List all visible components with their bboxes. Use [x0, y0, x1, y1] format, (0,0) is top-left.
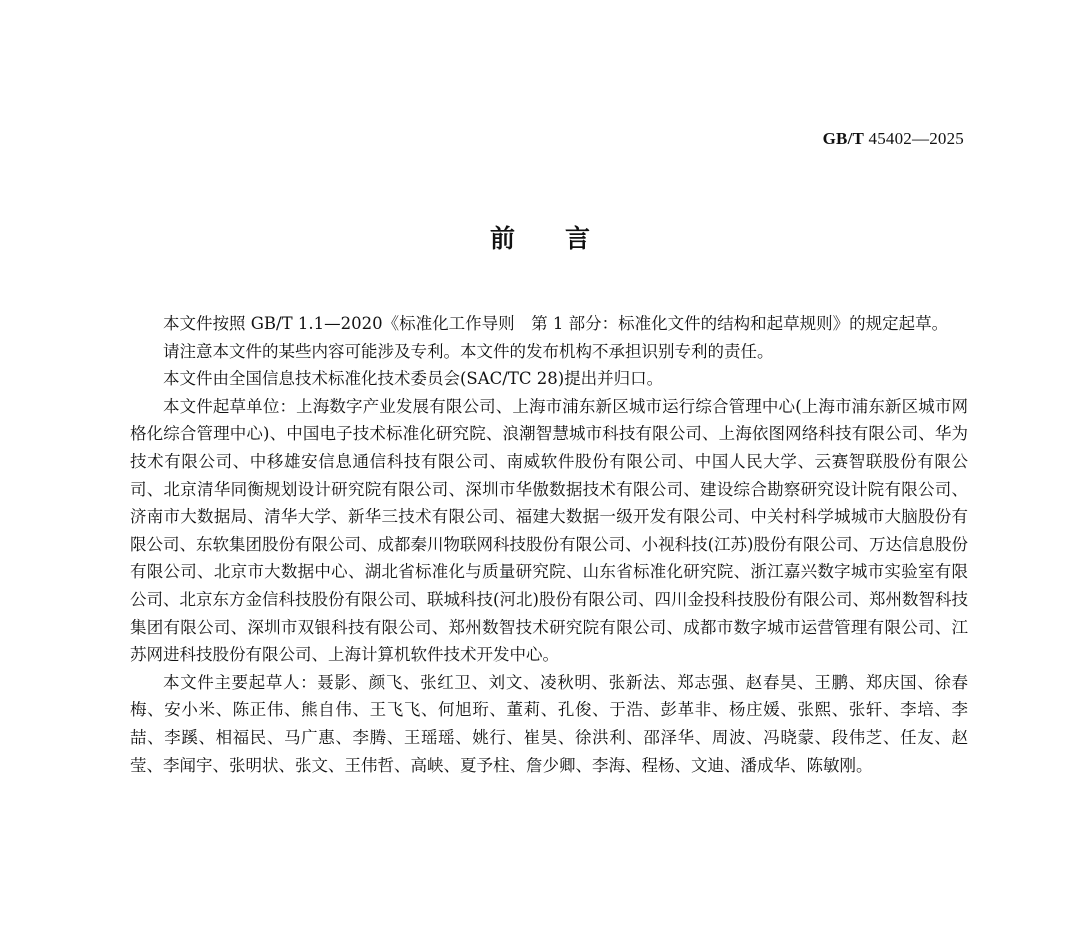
paragraph-drafting-organizations: 本文件起草单位：上海数字产业发展有限公司、上海市浦东新区城市运行综合管理中心(上海市浦东新区城市网格化综合管理中心)、中国电子技术标准化研究院、浪潮智慧城市科技有限公司、上海依图网络科技有限公司、华为技术有限公司、中移雄安信息通信科技有限公司、南威软件股份有限公司、中国人民大学、云赛智联股份有限公司、北京清华同衡规划设计研究院有限公司、深圳市华傲数据技术有限公司、建设综合勘察研究设计院有限公司、济南市大数据局、清华大学、新华三技术有限公司、福建大数据一级开发有限公司、中关村科学城城市大脑股份有限公司、东软集团股份有限公司、成都秦川物联网科技股份有限公司、小视科技(江苏)股份有限公司、万达信息股份有限公司、北京市大数据中心、湖北省标准化与质量研究院、山东省标准化研究院、浙江嘉兴数字城市实验室有限公司、北京东方金信科技股份有限公司、联城科技(河北)股份有限公司、四川金投科技股份有限公司、郑州数智科技集团有限公司、深圳市双银科技有限公司、郑州数智技术研究院有限公司、成都市数字城市运营管理有限公司、江苏网进科技股份有限公司、上海计算机软件技术开发中心。 [130, 396, 968, 665]
paragraph-proposer: 本文件由全国信息技术标准化技术委员会(SAC/TC 28)提出并归口。 [163, 369, 664, 389]
foreword-body [130, 310, 968, 779]
paragraph-main-drafters: 本文件主要起草人：聂影、颜飞、张红卫、刘文、凌秋明、张新法、郑志强、赵春昊、王鹏、郑庆国、徐春梅、安小米、陈正伟、熊自伟、王飞飞、何旭珩、董莉、孔俊、于浩、彭革非、杨庄媛、张熙、张轩、李培、李喆、李蹊、相福民、马广惠、李腾、王瑶瑶、姚行、崔昊、徐洪利、邵泽华、周波、冯晓蒙、段伟芝、任友、赵莹、李闻宇、张明状、张文、王伟哲、高峡、夏予柱、詹少卿、李海、程杨、文迪、潘成华、陈敏刚。 [130, 672, 968, 775]
standard-number: 45402—2025 [868, 129, 964, 148]
paragraph-drafting-basis: 本文件按照 GB/T 1.1—2020《标准化工作导则 第 1 部分：标准化文件的结构和起草规则》的规定起草。 [163, 314, 949, 333]
standard-code [823, 128, 964, 150]
standard-prefix: GB/T [822, 129, 865, 148]
section-title: 前 言 [489, 224, 590, 253]
paragraph-patent-notice: 请注意本文件的某些内容可能涉及专利。本文件的发布机构不承担识别专利的责任。 [163, 341, 774, 361]
